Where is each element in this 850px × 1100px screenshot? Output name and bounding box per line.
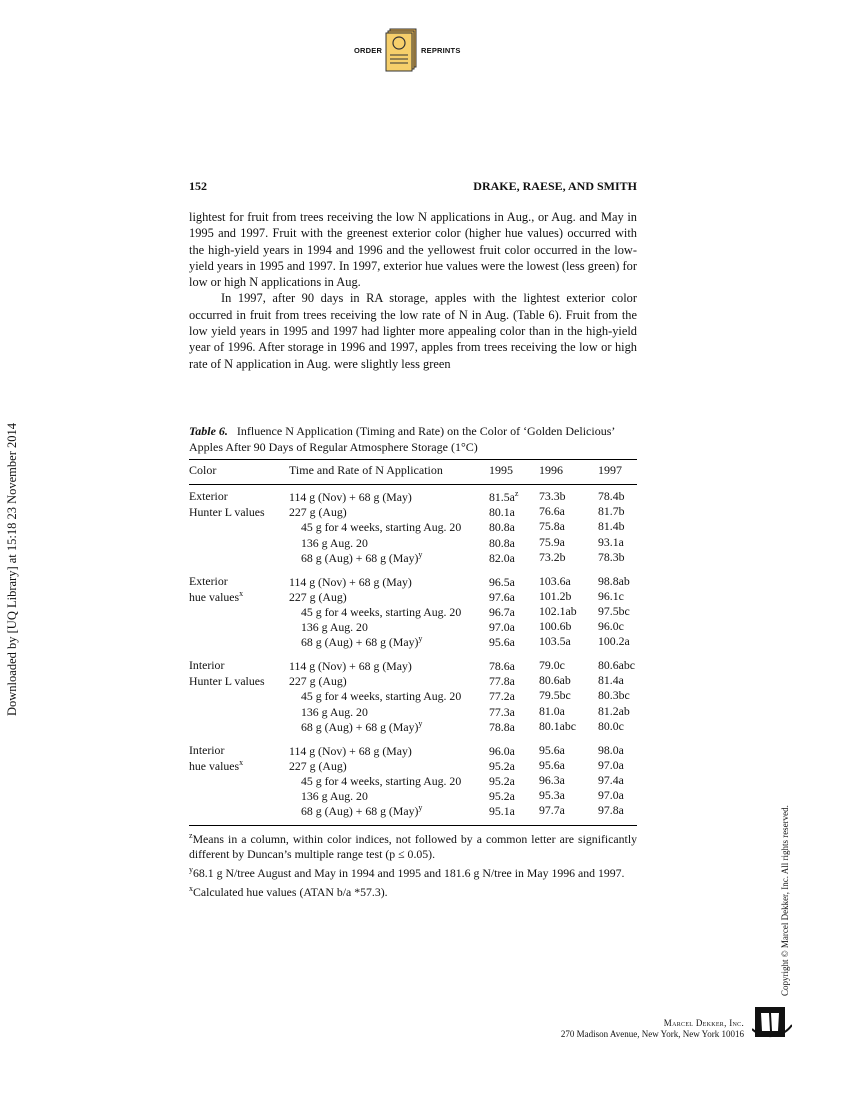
- value-1995: 80.1a: [489, 505, 515, 520]
- group-label-sub: Hunter L values: [189, 674, 265, 689]
- group-label: Exterior: [189, 489, 228, 503]
- group-label-sub: hue values$^x$: [189, 757, 244, 773]
- header-1997: 1997: [598, 463, 622, 477]
- publisher-name: Marcel Dekker, Inc.: [663, 1018, 744, 1028]
- treatment-cell: 114 g (Nov) + 68 g (May): [289, 574, 412, 589]
- treatment-cell: 68 g (Aug) + 68 g (May)$^y$: [301, 803, 423, 819]
- value-1995: 97.6a: [489, 589, 515, 604]
- footnote-x: $^x$Calculated hue values (ATAN b/a *57.3).: [189, 883, 388, 899]
- treatment-cell: 68 g (Aug) + 68 g (May)$^y$: [301, 549, 423, 565]
- treatment-cell: 227 g (Aug): [289, 758, 347, 773]
- value-1997: 81.7b: [598, 504, 625, 519]
- document-stack-icon[interactable]: [385, 28, 419, 72]
- value-1995: 96.5a: [489, 574, 515, 589]
- value-1995: 96.0a: [489, 743, 515, 758]
- value-1995: 97.0a: [489, 620, 515, 635]
- value-1996: 97.7a: [539, 803, 565, 818]
- treatment-cell: 68 g (Aug) + 68 g (May)$^y$: [301, 718, 423, 734]
- value-1995: 95.1a: [489, 804, 515, 819]
- value-1997: 93.1a: [598, 534, 624, 549]
- treatment-cell: 114 g (Nov) + 68 g (May): [289, 658, 412, 673]
- value-1996: 75.8a: [539, 519, 565, 534]
- table-caption-text: Influence N Application (Timing and Rate) on the Color of ‘Golden Delicious’ Apples After 90 Days of Regular Atmosphere Storage (1°C): [189, 424, 615, 454]
- value-1997: 97.0a: [598, 788, 624, 803]
- value-1996: 80.1abc: [539, 718, 577, 733]
- publisher-block: [520, 1018, 744, 1040]
- treatment-cell: 45 g for 4 weeks, starting Aug. 20: [301, 604, 462, 619]
- value-1995: $81.5a^z$: [489, 489, 519, 504]
- value-1996: 95.6a: [539, 757, 565, 772]
- value-1997: 80.3bc: [598, 688, 630, 703]
- value-1997: 98.0a: [598, 742, 624, 757]
- value-1996: 80.6ab: [539, 673, 571, 688]
- value-1996: 79.5bc: [539, 688, 571, 703]
- running-authors: DRAKE, RAESE, AND SMITH: [473, 179, 637, 193]
- treatment-cell: 136 g Aug. 20: [301, 620, 368, 635]
- treatment-cell: 45 g for 4 weeks, starting Aug. 20: [301, 520, 462, 535]
- group-label: Interior: [189, 658, 225, 672]
- table-label: Table 6.: [189, 424, 228, 438]
- treatment-cell: 114 g (Nov) + 68 g (May): [289, 743, 412, 758]
- value-1996: 79.0c: [539, 658, 565, 672]
- value-1996: 81.0a: [539, 703, 565, 718]
- value-1996: 76.6a: [539, 504, 565, 519]
- treatment-cell: 68 g (Aug) + 68 g (May)$^y$: [301, 634, 423, 650]
- value-1996: 95.6a: [539, 742, 565, 757]
- value-1997: 78.4b: [598, 489, 625, 503]
- value-1995: 82.0a: [489, 550, 515, 565]
- paragraph-1: lightest for fruit from trees receiving the low N applications in Aug., or Aug. and May in 1995 and 1997. Fruit with the greenest exterior color (higher hue values) occurred with the high-yield years in 1994 and 1996 and the yellowest fruit color occurred in the low-yield years in 1995 and 1997. In 1997, exterior hue values were the lowest (less green) for low or high N applications in Aug.: [189, 210, 637, 290]
- group-label: Exterior: [189, 573, 228, 588]
- value-1996: 102.1ab: [539, 603, 577, 618]
- value-1997: 97.5bc: [598, 603, 630, 618]
- paragraph-2: In 1997, after 90 days in RA storage, apples with the lightest exterior color occurred in fruit from trees receiving the low rate of N in Aug. (Table 6). Fruit from the low yield years in 1995 and 1997 had lighter more appealing color than in the high-yield year of 1996. After storage in 1996 and 1997, apples from trees receiving the low or high rate of N application in Aug. were slightly less green: [189, 291, 637, 371]
- value-1995: 78.6a: [489, 658, 515, 673]
- header-1996: 1996: [539, 463, 563, 477]
- value-1996: 73.2b: [539, 549, 566, 564]
- publisher-address: 270 Madison Avenue, New York, New York 10016: [560, 1029, 744, 1039]
- value-1996: 101.2b: [539, 588, 572, 603]
- order-reprints-bar[interactable]: [352, 28, 472, 74]
- group-label-sub: Hunter L values: [189, 505, 265, 520]
- footnote-y: $^y$68.1 g N/tree August and May in 1994 and 1995 and 181.6 g N/tree in May 1996 and 1997.: [189, 864, 625, 880]
- value-1996: 96.3a: [539, 772, 565, 787]
- value-1997: 81.4a: [598, 673, 624, 688]
- reprints-label[interactable]: REPRINTS: [421, 46, 461, 55]
- value-1997: 97.4a: [598, 772, 624, 787]
- value-1997: 96.1c: [598, 588, 624, 603]
- value-1995: 78.8a: [489, 719, 515, 734]
- treatment-cell: 227 g (Aug): [289, 674, 347, 689]
- copyright-note: Copyright © Marcel Dekker, Inc. All rights reserved.: [780, 805, 790, 996]
- value-1995: 80.8a: [489, 535, 515, 550]
- value-1995: 95.2a: [489, 789, 515, 804]
- value-1995: 77.2a: [489, 689, 515, 704]
- value-1997: 80.6abc: [598, 658, 636, 672]
- treatment-cell: 45 g for 4 weeks, starting Aug. 20: [301, 689, 462, 704]
- value-1997: 80.0c: [598, 718, 624, 733]
- table-header-rule: [189, 484, 637, 485]
- treatment-cell: 227 g (Aug): [289, 589, 347, 604]
- group-label: Interior: [189, 742, 225, 757]
- publisher-logo-icon: [752, 1005, 792, 1039]
- treatment-cell: 136 g Aug. 20: [301, 789, 368, 804]
- value-1996: 100.6b: [539, 619, 572, 634]
- value-1995: 77.3a: [489, 704, 515, 719]
- order-label[interactable]: ORDER: [354, 46, 383, 55]
- download-note: Downloaded by [UQ Library] at 15:18 23 November 2014: [5, 423, 19, 716]
- value-1997: 81.2ab: [598, 703, 630, 718]
- value-1997: 97.0a: [598, 757, 624, 772]
- table-caption: [189, 423, 637, 455]
- table-bottom-rule: [189, 825, 637, 826]
- treatment-cell: 45 g for 4 weeks, starting Aug. 20: [301, 773, 462, 788]
- header-1995: 1995: [489, 463, 513, 477]
- value-1995: 95.2a: [489, 758, 515, 773]
- footnote-z: $^z$Means in a column, within color indices, not followed by a common letter are significantly different by Duncan’s multiple range test (p ≤ 0.05).: [189, 831, 637, 861]
- value-1995: 96.7a: [489, 604, 515, 619]
- value-1997: 100.2a: [598, 634, 630, 649]
- value-1997: 78.3b: [598, 549, 625, 564]
- value-1995: 95.6a: [489, 635, 515, 650]
- value-1997: 81.4b: [598, 519, 625, 534]
- treatment-cell: 114 g (Nov) + 68 g (May): [289, 489, 412, 504]
- value-1995: 95.2a: [489, 773, 515, 788]
- value-1995: 77.8a: [489, 674, 515, 689]
- value-1996: 103.6a: [539, 573, 571, 588]
- value-1996: 73.3b: [539, 489, 566, 503]
- value-1997: 97.8a: [598, 803, 624, 818]
- treatment-cell: 136 g Aug. 20: [301, 535, 368, 550]
- value-1997: 98.8ab: [598, 573, 630, 588]
- body-text: [189, 209, 637, 372]
- table-top-rule: [189, 459, 637, 460]
- page-number: 152: [189, 179, 207, 193]
- value-1996: 95.3a: [539, 788, 565, 803]
- value-1995: 80.8a: [489, 520, 515, 535]
- treatment-cell: 227 g (Aug): [289, 505, 347, 520]
- header-color: Color: [189, 463, 217, 477]
- group-label-sub: hue values$^x$: [189, 588, 244, 604]
- treatment-cell: 136 g Aug. 20: [301, 704, 368, 719]
- table-footnotes: [189, 828, 637, 900]
- value-1997: 96.0c: [598, 619, 624, 634]
- value-1996: 75.9a: [539, 534, 565, 549]
- value-1996: 103.5a: [539, 634, 571, 649]
- header-treatment: Time and Rate of N Application: [289, 463, 443, 477]
